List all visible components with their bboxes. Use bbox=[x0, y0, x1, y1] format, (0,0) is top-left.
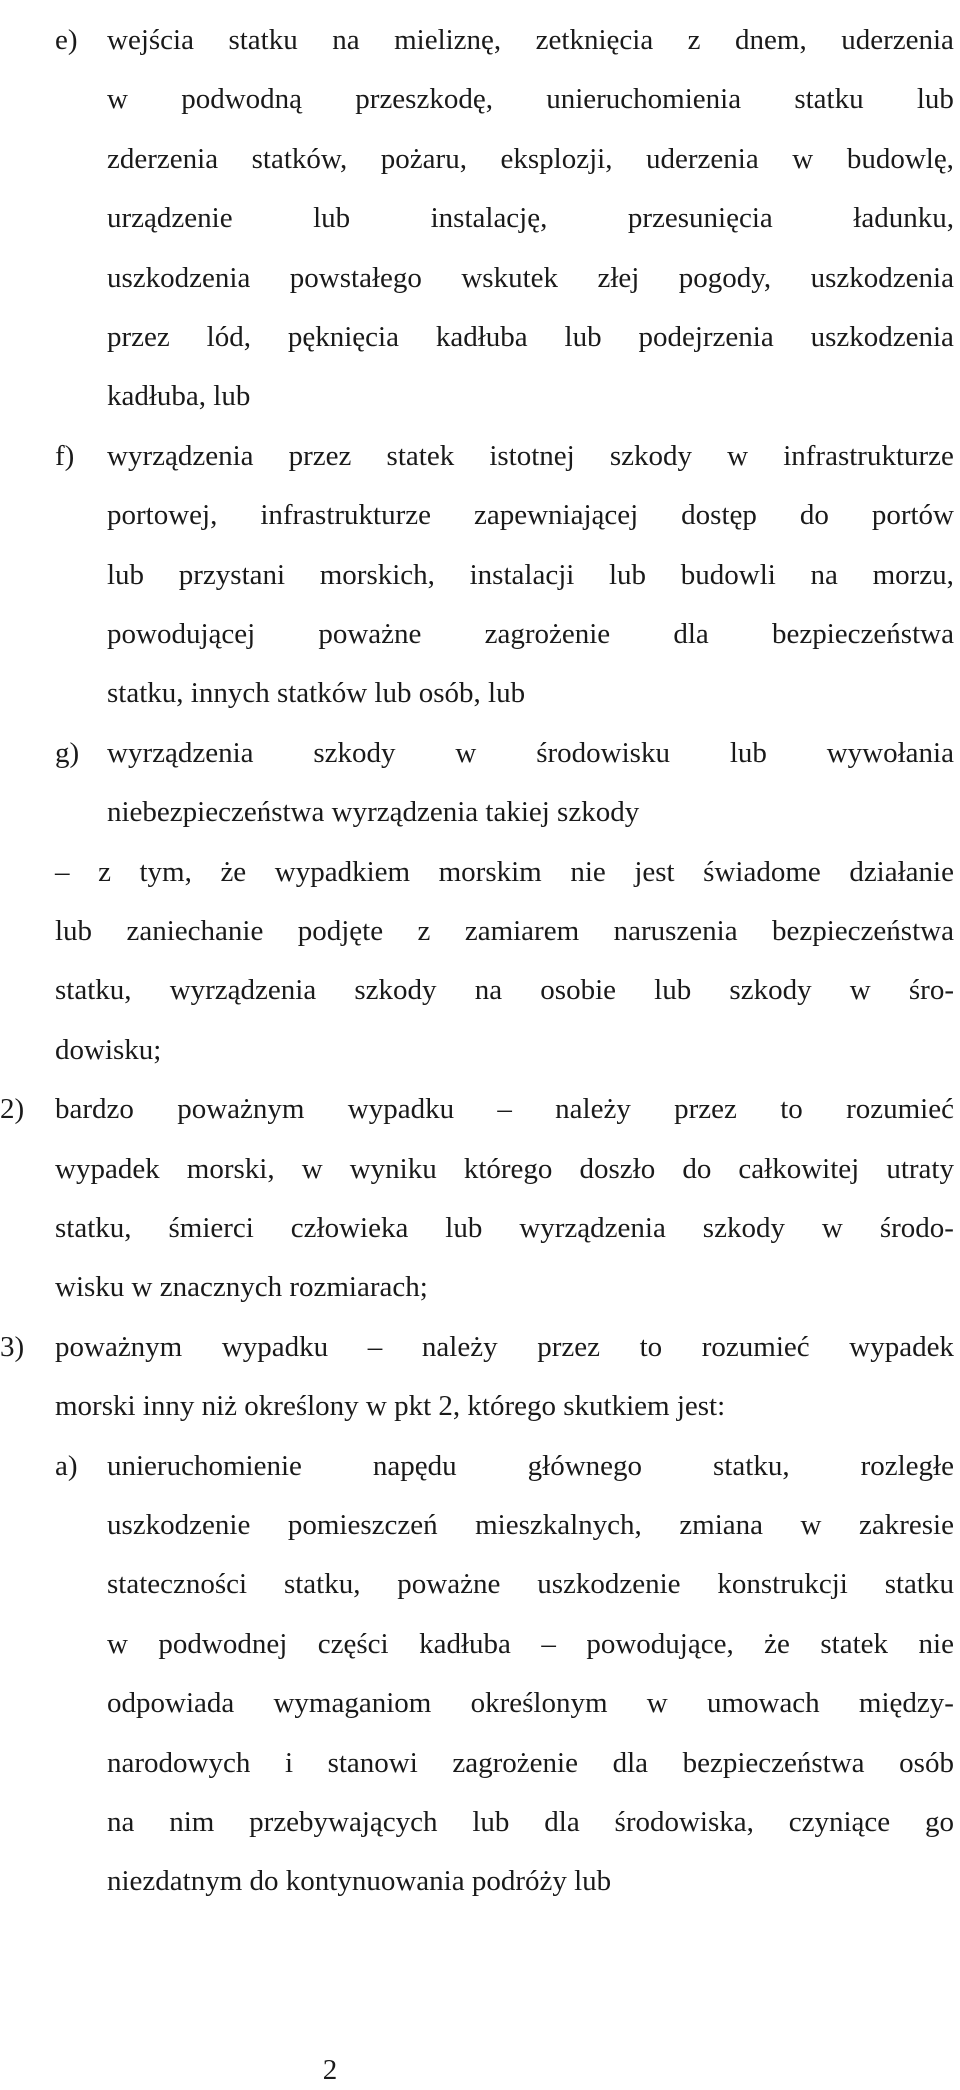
list-marker: f) bbox=[55, 439, 75, 472]
word: zderzenia bbox=[107, 142, 219, 175]
word: świadome bbox=[703, 855, 821, 888]
word: środowiska, bbox=[614, 1806, 754, 1838]
word: w bbox=[821, 1212, 843, 1244]
text-line bbox=[0, 1861, 960, 1901]
text-line bbox=[0, 1208, 960, 1248]
word: wejścia bbox=[107, 24, 194, 56]
word: wypadek bbox=[849, 1330, 954, 1363]
word: lub bbox=[609, 558, 647, 591]
line-text bbox=[107, 139, 954, 179]
word: do bbox=[682, 1152, 712, 1185]
text-line bbox=[0, 495, 960, 535]
word: narodowych bbox=[107, 1746, 251, 1779]
word: budowlę, bbox=[846, 142, 954, 175]
line-text bbox=[107, 79, 954, 119]
word: zapewniającej bbox=[473, 499, 639, 532]
word: między- bbox=[858, 1687, 954, 1720]
word: w bbox=[800, 1509, 822, 1541]
word: rozumieć bbox=[701, 1330, 810, 1363]
word: dla bbox=[544, 1806, 580, 1838]
text-line bbox=[0, 436, 960, 476]
word: lub bbox=[564, 321, 602, 353]
line-text bbox=[107, 733, 954, 773]
text-line bbox=[0, 258, 960, 298]
word: kadłuba bbox=[435, 321, 528, 353]
word: eksplozji, bbox=[500, 142, 613, 175]
line-text bbox=[107, 1564, 954, 1604]
line-text bbox=[55, 852, 954, 892]
word: z bbox=[98, 855, 111, 888]
word: statku, bbox=[55, 1212, 132, 1244]
line-text: niezdatnym do kontynuowania podróży lub bbox=[107, 1865, 612, 1898]
word: dostęp bbox=[681, 499, 757, 532]
text-line bbox=[0, 1089, 960, 1129]
word: wywołania bbox=[826, 736, 954, 769]
word: wyrządzenia bbox=[519, 1212, 666, 1244]
word: przez bbox=[288, 439, 352, 472]
text-line bbox=[0, 139, 960, 179]
text-line bbox=[0, 1505, 960, 1545]
text-line bbox=[0, 198, 960, 238]
word: morskim bbox=[438, 855, 542, 888]
line-text bbox=[107, 1446, 954, 1486]
word: śmierci bbox=[168, 1212, 254, 1244]
word: w bbox=[849, 974, 871, 1007]
text-line bbox=[0, 1267, 960, 1307]
word: poważnym bbox=[55, 1330, 183, 1363]
word: osób bbox=[899, 1746, 954, 1779]
word: mieszkalnych, bbox=[475, 1509, 642, 1541]
word: bezpieczeństwa bbox=[772, 915, 954, 947]
word: unieruchomienie bbox=[107, 1449, 302, 1482]
word: budowli bbox=[680, 558, 776, 591]
word: lub bbox=[729, 736, 767, 769]
word: przez bbox=[674, 1093, 737, 1126]
word: czyniące bbox=[788, 1806, 891, 1838]
word: przeszkodę, bbox=[355, 83, 493, 116]
line-text bbox=[107, 1802, 954, 1842]
word: umowach bbox=[706, 1687, 820, 1720]
text-line bbox=[0, 79, 960, 119]
word: określonym bbox=[470, 1687, 608, 1720]
word: szkody bbox=[313, 736, 396, 769]
line-text bbox=[107, 258, 954, 298]
word: urządzenie bbox=[107, 202, 233, 235]
word: utraty bbox=[886, 1152, 954, 1185]
word: w bbox=[455, 736, 477, 769]
word: wyrządzenia bbox=[169, 974, 317, 1007]
word: w bbox=[301, 1152, 323, 1185]
word: statku, bbox=[55, 974, 132, 1007]
word: wyrządzenia bbox=[107, 736, 254, 769]
word: dla bbox=[612, 1746, 649, 1779]
word: lub bbox=[55, 915, 93, 947]
word: go bbox=[924, 1806, 954, 1838]
word: wskutek bbox=[461, 261, 559, 294]
line-text bbox=[55, 1327, 954, 1367]
text-line bbox=[0, 1446, 960, 1486]
word: statku, bbox=[713, 1449, 790, 1482]
text-line bbox=[0, 792, 960, 832]
text-line bbox=[0, 970, 960, 1010]
word: którego bbox=[463, 1152, 553, 1185]
word: konstrukcji bbox=[717, 1568, 848, 1601]
line-text: statku, innych statków lub osób, lub bbox=[107, 677, 526, 710]
word: – bbox=[541, 1627, 556, 1660]
word: złej bbox=[597, 261, 640, 294]
word: portowej, bbox=[107, 499, 218, 532]
word: rozległe bbox=[860, 1449, 954, 1482]
word: poważne bbox=[318, 618, 422, 650]
line-text bbox=[107, 1505, 954, 1545]
word: i bbox=[284, 1746, 293, 1779]
word: na bbox=[107, 1806, 135, 1838]
line-text bbox=[55, 970, 954, 1010]
line-text: niebezpieczeństwa wyrządzenia takiej szkody bbox=[107, 796, 640, 829]
word: uszkodzenie bbox=[107, 1509, 251, 1541]
word: podwodną bbox=[181, 83, 303, 116]
text-line bbox=[0, 1624, 960, 1664]
text-line bbox=[0, 1564, 960, 1604]
word: mieliznę, bbox=[394, 24, 502, 56]
word: bezpieczeństwa bbox=[772, 618, 954, 650]
word: lub bbox=[313, 202, 351, 235]
word: statków, bbox=[251, 142, 348, 175]
word: należy bbox=[555, 1093, 631, 1126]
word: bardzo bbox=[55, 1093, 134, 1126]
word: działanie bbox=[849, 855, 954, 888]
word: statku bbox=[884, 1568, 954, 1601]
list-marker: g) bbox=[55, 736, 80, 769]
word: wyrządzenia bbox=[107, 439, 254, 472]
word: – bbox=[497, 1093, 512, 1126]
word: napędu bbox=[372, 1449, 457, 1482]
word: zaniechanie bbox=[126, 915, 264, 947]
text-line bbox=[0, 614, 960, 654]
word: pomieszczeń bbox=[287, 1509, 438, 1541]
line-text: dowisku; bbox=[55, 1033, 162, 1066]
word: do bbox=[799, 499, 829, 532]
word: środowisku bbox=[536, 736, 670, 769]
word: powodujące, bbox=[586, 1627, 734, 1660]
word: stateczności bbox=[107, 1568, 248, 1601]
word: doszło bbox=[579, 1152, 656, 1185]
list-marker: 3) bbox=[0, 1330, 25, 1363]
word: na bbox=[332, 24, 360, 56]
word: statku bbox=[794, 83, 864, 116]
line-text bbox=[107, 1683, 954, 1723]
word: lub bbox=[654, 974, 692, 1007]
text-line bbox=[0, 1327, 960, 1367]
word: zamiarem bbox=[464, 915, 580, 947]
word: uszkodzenie bbox=[537, 1568, 681, 1601]
word: uderzenia bbox=[646, 142, 759, 175]
word: pęknięcia bbox=[287, 321, 399, 353]
word: lód, bbox=[206, 321, 251, 353]
word: podejrzenia bbox=[638, 321, 774, 353]
word: ładunku, bbox=[853, 202, 954, 235]
text-line bbox=[0, 555, 960, 595]
word: uszkodzenia bbox=[810, 261, 954, 294]
word: wyniku bbox=[349, 1152, 437, 1185]
line-text bbox=[107, 198, 954, 238]
word: rozumieć bbox=[846, 1093, 954, 1126]
text-line bbox=[0, 1149, 960, 1189]
word: odpowiada bbox=[107, 1687, 235, 1720]
line-text bbox=[107, 317, 954, 357]
word: że bbox=[220, 855, 247, 888]
word: lub bbox=[916, 83, 954, 116]
line-text bbox=[107, 1743, 954, 1783]
word: szkody bbox=[702, 1212, 785, 1244]
word: lub bbox=[445, 1212, 483, 1244]
word: przebywających bbox=[249, 1806, 438, 1838]
word: naruszenia bbox=[613, 915, 738, 947]
word: morskich, bbox=[319, 558, 435, 591]
word: wymaganiom bbox=[273, 1687, 432, 1720]
word: przesunięcia bbox=[627, 202, 773, 235]
text-line bbox=[0, 1386, 960, 1426]
text-line bbox=[0, 20, 960, 60]
text-line bbox=[0, 852, 960, 892]
word: podjęte bbox=[297, 915, 384, 947]
word: zagrożenie bbox=[452, 1746, 578, 1779]
word: istotnej bbox=[489, 439, 575, 472]
word: nie bbox=[918, 1627, 954, 1660]
word: podwodnej bbox=[158, 1627, 288, 1660]
word: pogody, bbox=[678, 261, 772, 294]
word: wypadkiem bbox=[274, 855, 411, 888]
word: z bbox=[417, 915, 431, 947]
word: dla bbox=[673, 618, 709, 650]
word: szkody bbox=[354, 974, 437, 1007]
word: w bbox=[646, 1687, 668, 1720]
word: wypadek bbox=[55, 1152, 160, 1185]
word: osobie bbox=[540, 974, 616, 1007]
word: zetknięcia bbox=[535, 24, 654, 56]
text-line bbox=[0, 1683, 960, 1723]
word: statku, bbox=[283, 1568, 361, 1601]
text-line bbox=[0, 911, 960, 951]
word: poważnym bbox=[177, 1093, 305, 1126]
line-text: kadłuba, lub bbox=[107, 380, 251, 413]
line-text bbox=[107, 1624, 954, 1664]
text-line bbox=[0, 317, 960, 357]
line-text bbox=[55, 911, 954, 951]
word: dnem, bbox=[735, 24, 807, 56]
word: z bbox=[687, 24, 701, 56]
word: bezpieczeństwa bbox=[682, 1746, 865, 1779]
page-number: 2 bbox=[322, 2054, 338, 2086]
line-text bbox=[55, 1208, 954, 1248]
word: infrastrukturze bbox=[783, 439, 954, 472]
text-line bbox=[0, 673, 960, 713]
word: uszkodzenia bbox=[810, 321, 954, 353]
text-line bbox=[0, 1030, 960, 1070]
word: statek bbox=[820, 1627, 889, 1660]
line-text: wisku w znacznych rozmiarach; bbox=[55, 1271, 428, 1304]
word: w bbox=[107, 83, 128, 116]
word: na bbox=[474, 974, 503, 1007]
word: w bbox=[107, 1627, 128, 1660]
line-text bbox=[55, 1149, 954, 1189]
line-text bbox=[55, 1089, 954, 1129]
list-marker: 2) bbox=[0, 1093, 25, 1126]
word: poważne bbox=[397, 1568, 501, 1601]
word: że bbox=[764, 1627, 790, 1660]
text-line bbox=[0, 733, 960, 773]
word: nie bbox=[570, 855, 606, 888]
word: lub bbox=[472, 1806, 510, 1838]
word: należy bbox=[421, 1330, 498, 1363]
line-text bbox=[107, 555, 954, 595]
word: szkody bbox=[729, 974, 812, 1007]
word: stanowi bbox=[327, 1746, 418, 1779]
text-line bbox=[0, 1802, 960, 1842]
word: morzu, bbox=[872, 558, 954, 591]
word: instalację, bbox=[430, 202, 548, 235]
word: kadłuba bbox=[419, 1627, 511, 1660]
word: śro- bbox=[908, 974, 954, 1007]
line-text bbox=[107, 436, 954, 476]
word: głównego bbox=[527, 1449, 643, 1482]
word: wypadku bbox=[347, 1093, 455, 1126]
word: środo- bbox=[879, 1212, 954, 1244]
word: człowieka bbox=[290, 1212, 409, 1244]
word: tym, bbox=[139, 855, 192, 888]
word: nim bbox=[169, 1806, 215, 1838]
word: jest bbox=[634, 855, 675, 888]
word: uszkodzenia bbox=[107, 261, 251, 294]
word: zmiana bbox=[679, 1509, 764, 1541]
word: – bbox=[367, 1330, 383, 1363]
word: na bbox=[810, 558, 838, 591]
word: instalacji bbox=[469, 558, 575, 591]
word: infrastrukturze bbox=[260, 499, 432, 532]
line-text bbox=[107, 614, 954, 654]
word: statek bbox=[386, 439, 455, 472]
word: w bbox=[792, 142, 814, 175]
text-line bbox=[0, 376, 960, 416]
line-text: morski inny niż określony w pkt 2, którego skutkiem jest: bbox=[55, 1390, 726, 1423]
word: lub bbox=[107, 558, 145, 591]
word: portów bbox=[871, 499, 954, 532]
text-line bbox=[0, 1743, 960, 1783]
line-text bbox=[107, 495, 954, 535]
word: to bbox=[639, 1330, 663, 1363]
word: unieruchomienia bbox=[546, 83, 742, 116]
word: wypadku bbox=[221, 1330, 329, 1363]
word: zakresie bbox=[859, 1509, 954, 1541]
word: szkody bbox=[609, 439, 693, 472]
line-text bbox=[107, 20, 954, 60]
word: przystani bbox=[178, 558, 286, 591]
word: – bbox=[55, 855, 70, 888]
word: zagrożenie bbox=[484, 618, 611, 650]
word: uderzenia bbox=[841, 24, 954, 56]
word: powstałego bbox=[289, 261, 422, 294]
word: w bbox=[727, 439, 749, 472]
word: pożaru, bbox=[380, 142, 467, 175]
word: przez bbox=[107, 321, 170, 353]
word: części bbox=[317, 1627, 389, 1660]
word: to bbox=[780, 1093, 803, 1126]
word: powodującej bbox=[107, 618, 256, 650]
word: statku bbox=[228, 24, 298, 56]
list-marker: a) bbox=[55, 1449, 78, 1482]
list-marker: e) bbox=[55, 24, 78, 56]
word: przez bbox=[537, 1330, 600, 1363]
word: morski, bbox=[186, 1152, 275, 1185]
word: całkowitej bbox=[738, 1152, 860, 1185]
